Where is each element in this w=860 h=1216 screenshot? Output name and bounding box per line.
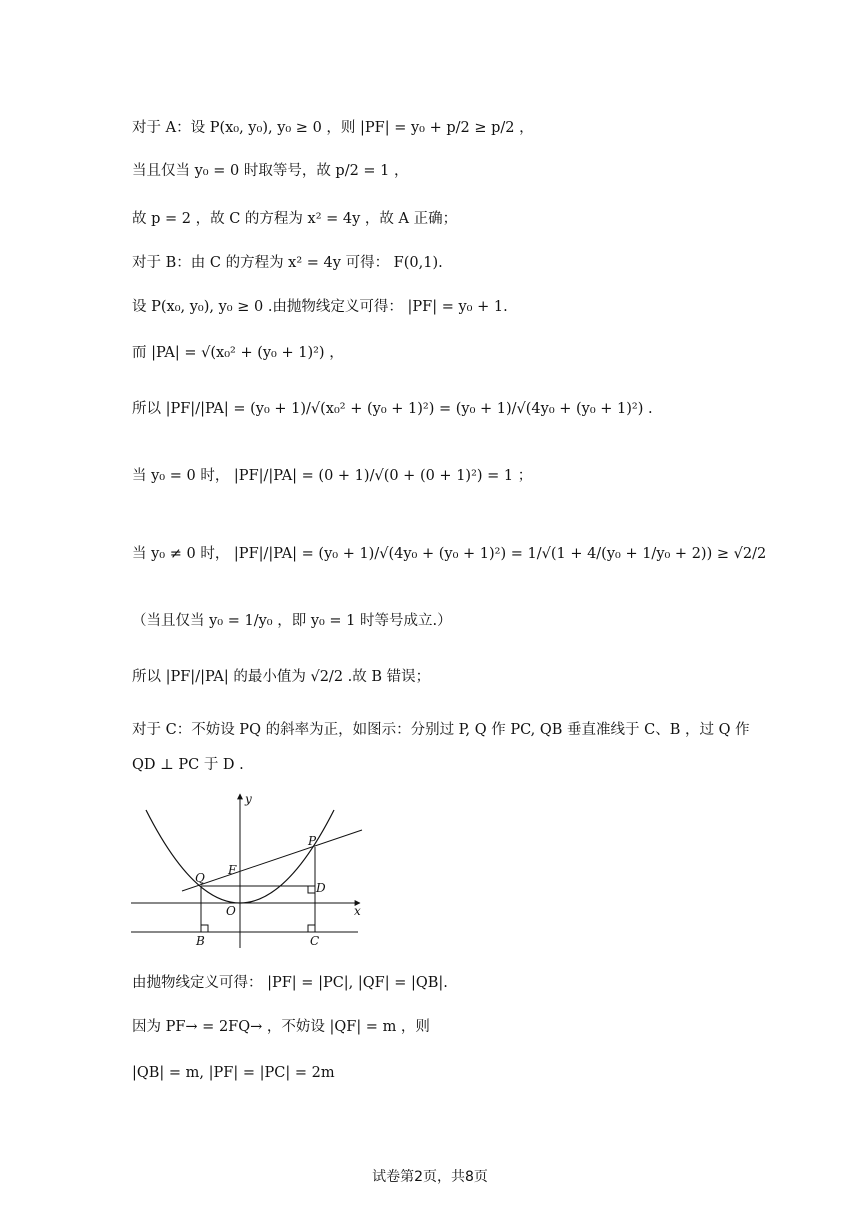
parabola-figure [126, 790, 366, 950]
label-p: P [308, 834, 317, 848]
text-line-14: 由抛物线定义可得： |PF| = |PC|, |QF| = |QB|. [132, 975, 448, 991]
text-line-15: 因为 PF→ = 2FQ→ ，不妨设 |QF| = m ，则 [132, 1019, 430, 1035]
text-line-5: 设 P(x₀, y₀), y₀ ≥ 0 .由抛物线定义可得： |PF| = y₀ + 1. [132, 299, 508, 315]
label-x: x [354, 904, 361, 918]
text-line-10: （当且仅当 y₀ = 1/y₀ ，即 y₀ = 1 时等号成立.） [132, 613, 452, 629]
label-o: O [226, 904, 236, 918]
text-line-1: 对于 A：设 P(x₀, y₀), y₀ ≥ 0 ，则 |PF| = y₀ + p/2 ≥ p/2 ， [132, 120, 534, 136]
text-line-3: 故 p = 2 ，故 C 的方程为 x² = 4y ，故 A 正确； [132, 211, 458, 227]
text-line-8: 当 y₀ = 0 时， |PF|/|PA| = (0 + 1)/√(0 + (0 + 1)²) = 1 ； [132, 468, 533, 484]
right-angle-d [308, 886, 315, 893]
text-line-12: 对于 C：不妨设 PQ 的斜率为正，如图示：分别过 P, Q 作 PC, QB 垂直准线于 C、B ，过 Q 作 [132, 722, 750, 738]
label-d: D [316, 881, 326, 895]
text-line-16: |QB| = m, |PF| = |PC| = 2m [132, 1065, 335, 1081]
text-line-11: 所以 |PF|/|PA| 的最小值为 √2/2 .故 B 错误； [132, 669, 431, 685]
right-angle-c [308, 925, 315, 932]
text-line-6: 而 |PA| = √(x₀² + (y₀ + 1)²) ， [132, 345, 344, 361]
page-footer: 试卷第2页，共8页 [372, 1169, 488, 1185]
label-b: B [196, 934, 205, 948]
text-line-7: 所以 |PF|/|PA| = (y₀ + 1)/√(x₀² + (y₀ + 1)²) = (y₀ + 1)/√(4y₀ + (y₀ + 1)²) . [132, 401, 653, 417]
right-angle-b [201, 925, 208, 932]
text-line-9: 当 y₀ ≠ 0 时， |PF|/|PA| = (y₀ + 1)/√(4y₀ + (y₀ + 1)²) = 1/√(1 + 4/(y₀ + 1/y₀ + 2)) ≥ √2/2 [132, 546, 767, 562]
label-q: Q [195, 871, 205, 885]
text-line-4: 对于 B：由 C 的方程为 x² = 4y 可得： F(0,1). [132, 255, 443, 271]
line-pq [182, 830, 362, 891]
text-line-2: 当且仅当 y₀ = 0 时取等号，故 p/2 = 1 ， [132, 163, 409, 179]
text-line-13: QD ⊥ PC 于 D . [132, 757, 244, 773]
label-f: F [228, 863, 237, 877]
label-c: C [310, 934, 320, 948]
label-y: y [245, 792, 252, 806]
